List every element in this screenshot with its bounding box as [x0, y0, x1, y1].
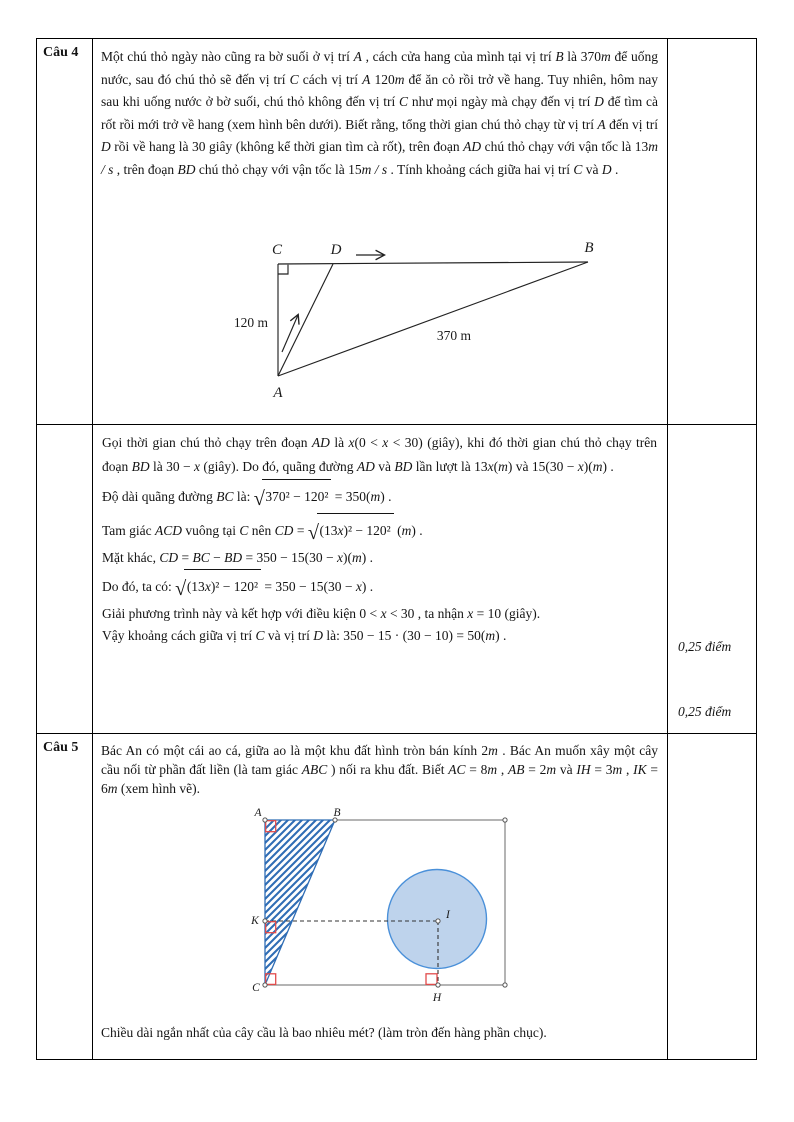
cau4-label: Câu 4: [43, 45, 79, 60]
right-angle-mark-C: [278, 265, 288, 274]
sqrt-expression: √ 370² − 120²: [254, 479, 332, 513]
cau5-question-text: Chiều dài ngắn nhất của cây cầu là bao nhiêu mét? (làm tròn đến hàng phần chục).: [101, 1025, 547, 1040]
land-triangle-ABC: [265, 820, 335, 985]
fig1-label-A: A: [273, 385, 283, 401]
cau4-label-cell: [37, 39, 93, 425]
right-angle-mark-H: [426, 974, 437, 985]
sqrt-expression: √ (13x)² − 120²: [308, 513, 394, 547]
solution-paragraph-7: Vậy khoảng cách giữa vị trí C và vị trí D là: 350 − 15 · (30 − 10) = 50(m) .: [102, 628, 507, 643]
vertex-dot-top-right: [503, 818, 507, 822]
cau4-figure: [198, 237, 618, 407]
solution-paragraph-1: Gọi thời gian chú thỏ chạy trên đoạn AD là x(0 < x < 30) (giây), khi đó thời gian chú thỏ chạy trên đoạn BD là 30 − x (giây). Do đó, quãng đường AD và BD lần lượt là 13x(m) và 15(30 − x)(m) .: [102, 435, 658, 474]
solution-paragraph-4: Mặt khác, CD = BC − BD = 350 − 15(30 − x)(m) .: [102, 550, 373, 565]
fig2-label-K: K: [251, 915, 259, 927]
fig2-label-H: H: [432, 992, 442, 1004]
fig1-length-120m: 120 m: [233, 315, 268, 330]
solution-cell: [93, 425, 668, 734]
vertex-dot-A: [263, 818, 267, 822]
triangle-acd-b-lines: [278, 255, 588, 376]
points-cell-row2: [668, 425, 756, 734]
fig1-label-C: C: [271, 242, 283, 258]
vertex-dot-H: [436, 983, 440, 987]
cau5-problem-text: Bác An có một cái ao cá, giữa ao là một khu đất hình tròn bán kính 2m . Bác An muốn xây một cây cầu nối từ phần đất liền (là tam giác ABC ) nối ra khu đất. Biết AC = 8m , AB = 2m và IH = 3m , IK = 6m (xem hình vẽ).: [101, 743, 658, 796]
direction-arrow-up-icon: [282, 315, 298, 352]
solution-paragraph-3: Tam giác ACD vuông tại C nên CD = √ (13x)² − 120² (m) .: [102, 513, 657, 547]
solution-paragraph-2: Độ dài quãng đường BC là: √ 370² − 120² = 350(m) .: [102, 479, 657, 513]
cau5-problem-cell: [93, 734, 668, 1059]
fig2-label-C: C: [252, 982, 260, 994]
solution-paragraph-5: Do đó, ta có: √ (13x)² − 120² = 350 − 15(30 − x) .: [102, 569, 657, 603]
cau5-figure: [245, 807, 520, 1012]
exam-table: [36, 38, 757, 1060]
cau5-label: Câu 5: [43, 740, 79, 755]
solution-paragraph-6: Giải phương trình này và kết hợp với điều kiện 0 < x < 30 , ta nhận x = 10 (giây).: [102, 606, 541, 621]
cau5-label-cell: [37, 734, 93, 1059]
points-badge-1: 0,25 điểm: [678, 639, 732, 654]
segment-AB: [278, 262, 588, 376]
cau4-problem-cell: [93, 39, 668, 425]
points-badge-2: 0,25 điểm: [678, 704, 732, 719]
points-cell-row1: [668, 39, 756, 425]
cau4-problem-text: Một chú thỏ ngày nào cũng ra bờ suối ở vị trí A , cách cửa hang của mình tại vị trí B là 370m để uống nước, sau đó chú thỏ sẽ đến vị trí C cách vị trí A 120m để ăn cỏ rồi trở về hang. Tuy nhiên, hôm nay sau khi uống nước ở bờ suối, chú thỏ không đến vị trí C như mọi ngày mà chạy đến vị trí D để tìm cà rốt rồi mới trở về hang (xem hình bên dưới). Biết rằng, tổng thời gian chú thỏ chạy từ vị trí A đến vị trí D rồi về hang là 30 giây (không kể thời gian tìm cà rốt), trên đoạn AD chú thỏ chạy với vận tốc là 13m / s , trên đoạn BD chú thỏ chạy với vận tốc là 15m / s . Tính khoảng cách giữa hai vị trí C và D .: [101, 49, 659, 177]
sqrt-expression: √ (13x)² − 120²: [175, 569, 261, 603]
vertex-dot-K: [263, 919, 267, 923]
vertex-dot-I: [436, 919, 440, 923]
solution-label-cell: [37, 425, 93, 734]
points-cell-row3: [668, 734, 756, 1059]
fig1-label-B: B: [584, 240, 594, 256]
vertex-dot-bottom-right: [503, 983, 507, 987]
fig2-label-I: I: [446, 909, 450, 921]
fig1-length-370m: 370 m: [436, 328, 472, 343]
fig2-label-A: A: [254, 807, 262, 819]
fig1-label-D: D: [330, 242, 342, 258]
vertex-dot-C: [263, 983, 267, 987]
fig2-label-B: B: [333, 807, 341, 819]
segment-CB: [278, 262, 588, 264]
